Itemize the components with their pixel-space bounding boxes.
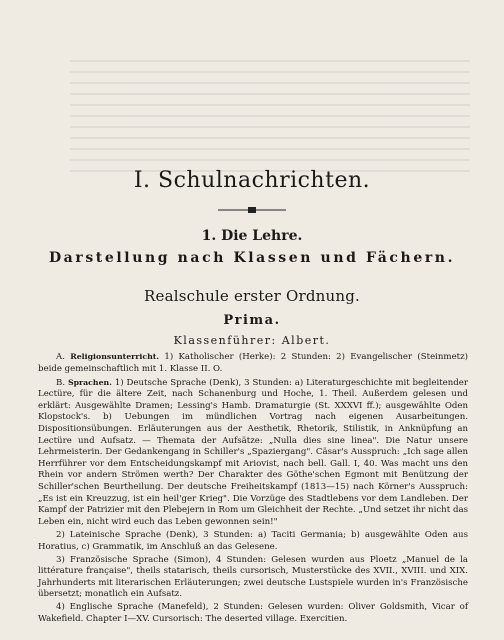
languages-label: Sprachen. <box>67 377 112 387</box>
religion-label: Religionsunterricht. <box>70 352 160 361</box>
paragraph-french: 3) Französische Sprache (Simon), 4 Stunden: Gelesen wurden aus Ploetz „Manuel de la littérature française", theils statarisch, theils cursorisch, Musterstücke des XVII., XVIII. und XIX. Jahrhunderts mit literarischen Erläuterungen; zwei deutsche Lustspiele wurden in's Französische übersetzt; monatlich ein Aufsatz. <box>38 554 468 600</box>
bleed-through-text <box>70 60 470 180</box>
section-heading: 1. Die Lehre. <box>201 228 303 244</box>
religion-text: 1) Katholischer (Herke): 2 Stunden: 2) Evangelischer (Steinmetz) beide gemeinschaftlich mit 1. Klasse II. O. <box>38 352 469 374</box>
school-heading: Realschule erster Ordnung. <box>144 287 360 305</box>
paragraph-religion <box>38 351 468 375</box>
subsection-heading: Darstellung nach Klassen und Fächern. <box>48 250 456 266</box>
body-text <box>38 351 468 627</box>
class-teacher: Klassenführer: Albert. <box>173 334 331 347</box>
paragraph-english: 4) Englische Sprache (Manefeld), 2 Stunden: Gelesen wurden: Oliver Goldsmith, Vicar of Wakefield. Chapter I—XV. Cursorisch: The deserted village. Exercitien. <box>38 602 468 625</box>
class-heading: Prima. <box>223 313 281 328</box>
section-label-a: A. <box>56 352 65 362</box>
paragraph-languages <box>38 377 468 529</box>
section-label-b: B. <box>56 377 66 388</box>
chapter-heading: I. Schulnachrichten. <box>133 168 371 193</box>
german-text: 1) Deutsche Sprache (Denk), 3 Stunden: a) Literaturgeschichte mit begleitender Lectüre, für die ältere Zeit, nach Schanenburg und Hoche, 1. Theil. Außerdem gelesen und erklärt: Ausgewählte Dramen; Lessing's Hamb. Dramaturgie (St. XXXVI ff.); ausgewählte Oden Klopstock's. b) Uebungen im mündlichen Vortrag nach eigenen Ausarbeitungen. Dispositionsübungen. Erläuterungen aus der Aesthetik, Rhetorik, Stilistik, in Anknüpfung an Lectüre und Aufsatz. — Themata der Aufsätze: „Nulla dies sine linea". Die Natur unsere Lehrmeisterin. Der Gedankengang in Schiller's „Spaziergang". Cäsar's Ausspruch: „Ich sage allen Herrführer vor dem Entscheidungskampf mit Ariovist, nach bell. Gall. I, 40. Was macht uns den Rhein vor andern Strömen werth? Der Charakter des Göthe'schen Egmont mit Benützung der Schiller'schen Beurtheilung. Der deutsche Freiheitskampf (1813—15) nach Körner's Ausspruch: „Es ist ein Kreuzzug, ist ein heil'ger Krieg". Die Vorzüge des Stadtlebens vor dem Landleben. Der Kampf der Patrizier mit den Plebejern in Rom um Gleichheit der Rechte. „Und setzet ihr nicht das Leben ein, nicht wird euch das Leben gewonnen sein!" <box>38 377 468 527</box>
paragraph-latin: 2) Lateinische Sprache (Denk), 3 Stunden: a) Taciti Germania; b) ausgewählte Oden aus Horatius, c) Grammatik, im Anschluß an das Gelesene. <box>38 529 468 552</box>
ornament-rule <box>218 205 286 215</box>
